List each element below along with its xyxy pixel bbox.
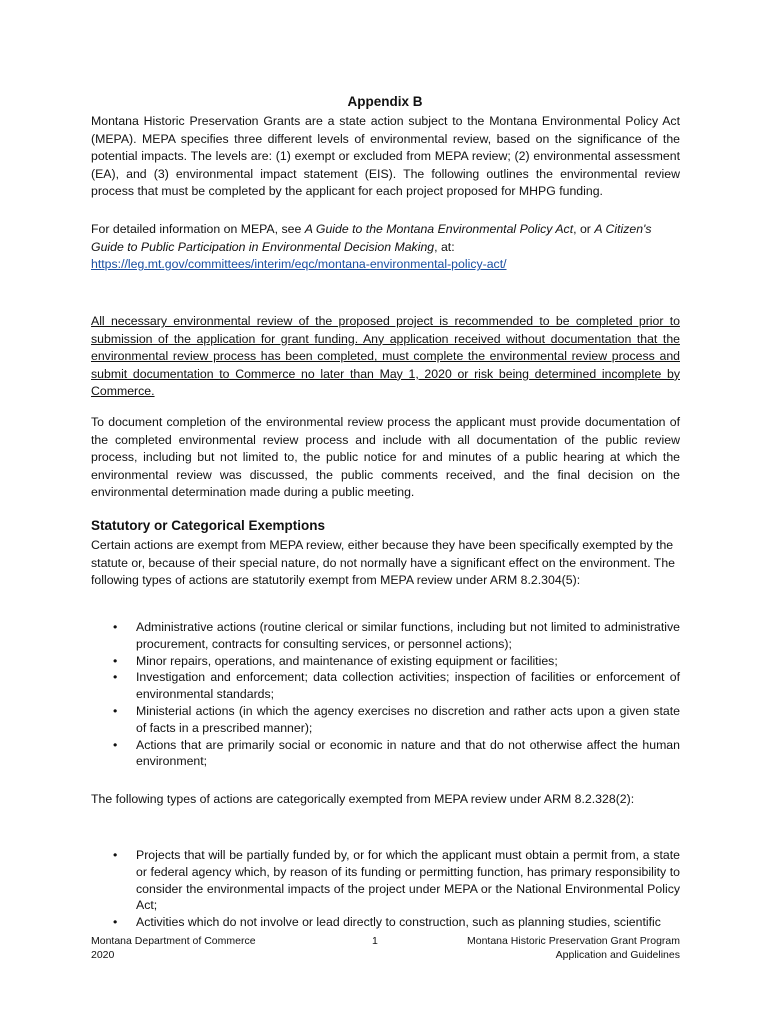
notice-paragraph: All necessary environmental review of the proposed project is recommended to be completed prior to submission of the application for grant funding. Any application received without documentation that the environmental review process has been completed, must complete the environmental review process and submit documentation to Commerce no later than May 1, 2020 or risk being determined incomplete by Commerce. (91, 314, 680, 399)
intro-paragraph: Montana Historic Preservation Grants are a state action subject to the Montana Environmental Policy Act (MEPA). MEPA specifies three different levels of environmental review, based on the significance of the potential impacts. The levels are: (1) exempt or excluded from MEPA review; (2) environmental assessment (EA), and (3) environmental impact statement (EIS). The following outlines the environmental review process that must be completed by the applicant for each project proposed for MHPG funding. (91, 114, 680, 199)
categorical-intro: The following types of actions are categorically exempted from MEPA review under ARM 8.2.328(2): (91, 792, 635, 806)
guide-title-2: A Citizen's Guide to Public Participation in Environmental Decision Making (91, 222, 652, 254)
details-paragraph (91, 221, 680, 274)
documentation-paragraph: To document completion of the environmental review process the applicant must provide documentation of the completed environmental review process and include with all documentation of the public review process, including but not limited to, the public notice for and minutes of a public hearing at which the environmental review was discussed, the public comments received, and the final decision on the environmental determination made during a public meeting. (91, 415, 680, 500)
statutory-exemptions-list (91, 619, 680, 770)
bullet-icon: • (113, 848, 118, 862)
list-item: • Ministerial actions (in which the agency exercises no discretion and rather acts upon a given state of facts in a prescribed manner); (113, 703, 680, 735)
bullet-icon: • (113, 653, 118, 668)
mepa-link[interactable]: https://leg.mt.gov/committees/interim/eqc/montana-environmental-policy-act/ (91, 257, 507, 272)
list-item: • Projects that will be partially funded by, or for which the applicant must obtain a permit from, a state or federal agency which, by reason of its funding or permitting function, has primary responsibility to consider the environmental impacts of the project under MEPA or the National Environmental Policy Act; (113, 848, 680, 913)
guide-title-1: A Guide to the Montana Environmental Policy Act (304, 222, 574, 236)
page-title: Appendix B (347, 94, 423, 109)
bullet-icon: • (113, 620, 118, 634)
exemptions-paragraph: Certain actions are exempt from MEPA review, either because they have been specifically exempted by the statute or, because of their special nature, do not normally have a significant effect on the environment. The following types of actions are statutorily exempt from MEPA review under ARM 8.2.304(5): (91, 538, 675, 588)
footer-left (91, 934, 256, 962)
exemptions-heading: Statutory or Categorical Exemptions (91, 518, 326, 533)
footer-document-type: Application and Guidelines (555, 949, 680, 961)
page-number: 1 (372, 935, 378, 947)
bullet-icon: • (113, 670, 118, 685)
list-item: • Actions that are primarily social or economic in nature and that do not otherwise affect the human environment; (113, 737, 680, 769)
list-item: • Administrative actions (routine clerical or similar functions, including but not limited to administrative procurement, contracts for consulting services, or personnel actions); (113, 620, 680, 651)
footer-right (440, 934, 680, 962)
list-item: • Activities which do not involve or lead directly to construction, such as planning studies, scientific (113, 915, 661, 930)
list-item: • Investigation and enforcement; data collection activities; inspection of facilities or enforcement of environmental standards; (113, 670, 680, 702)
footer-program: Montana Historic Preservation Grant Program (467, 935, 680, 947)
details-or: , or (573, 222, 595, 236)
categorical-exemptions-list (91, 847, 680, 931)
bullet-icon: • (113, 915, 118, 930)
bullet-icon: • (113, 703, 118, 718)
details-suffix: , at: (434, 239, 455, 254)
details-prefix: For detailed information on MEPA, see (91, 222, 305, 236)
bullet-icon: • (113, 737, 118, 752)
list-item: • Minor repairs, operations, and maintenance of existing equipment or facilities; (113, 653, 558, 668)
footer-year: 2020 (91, 949, 115, 961)
footer-department: Montana Department of Commerce (91, 935, 256, 947)
